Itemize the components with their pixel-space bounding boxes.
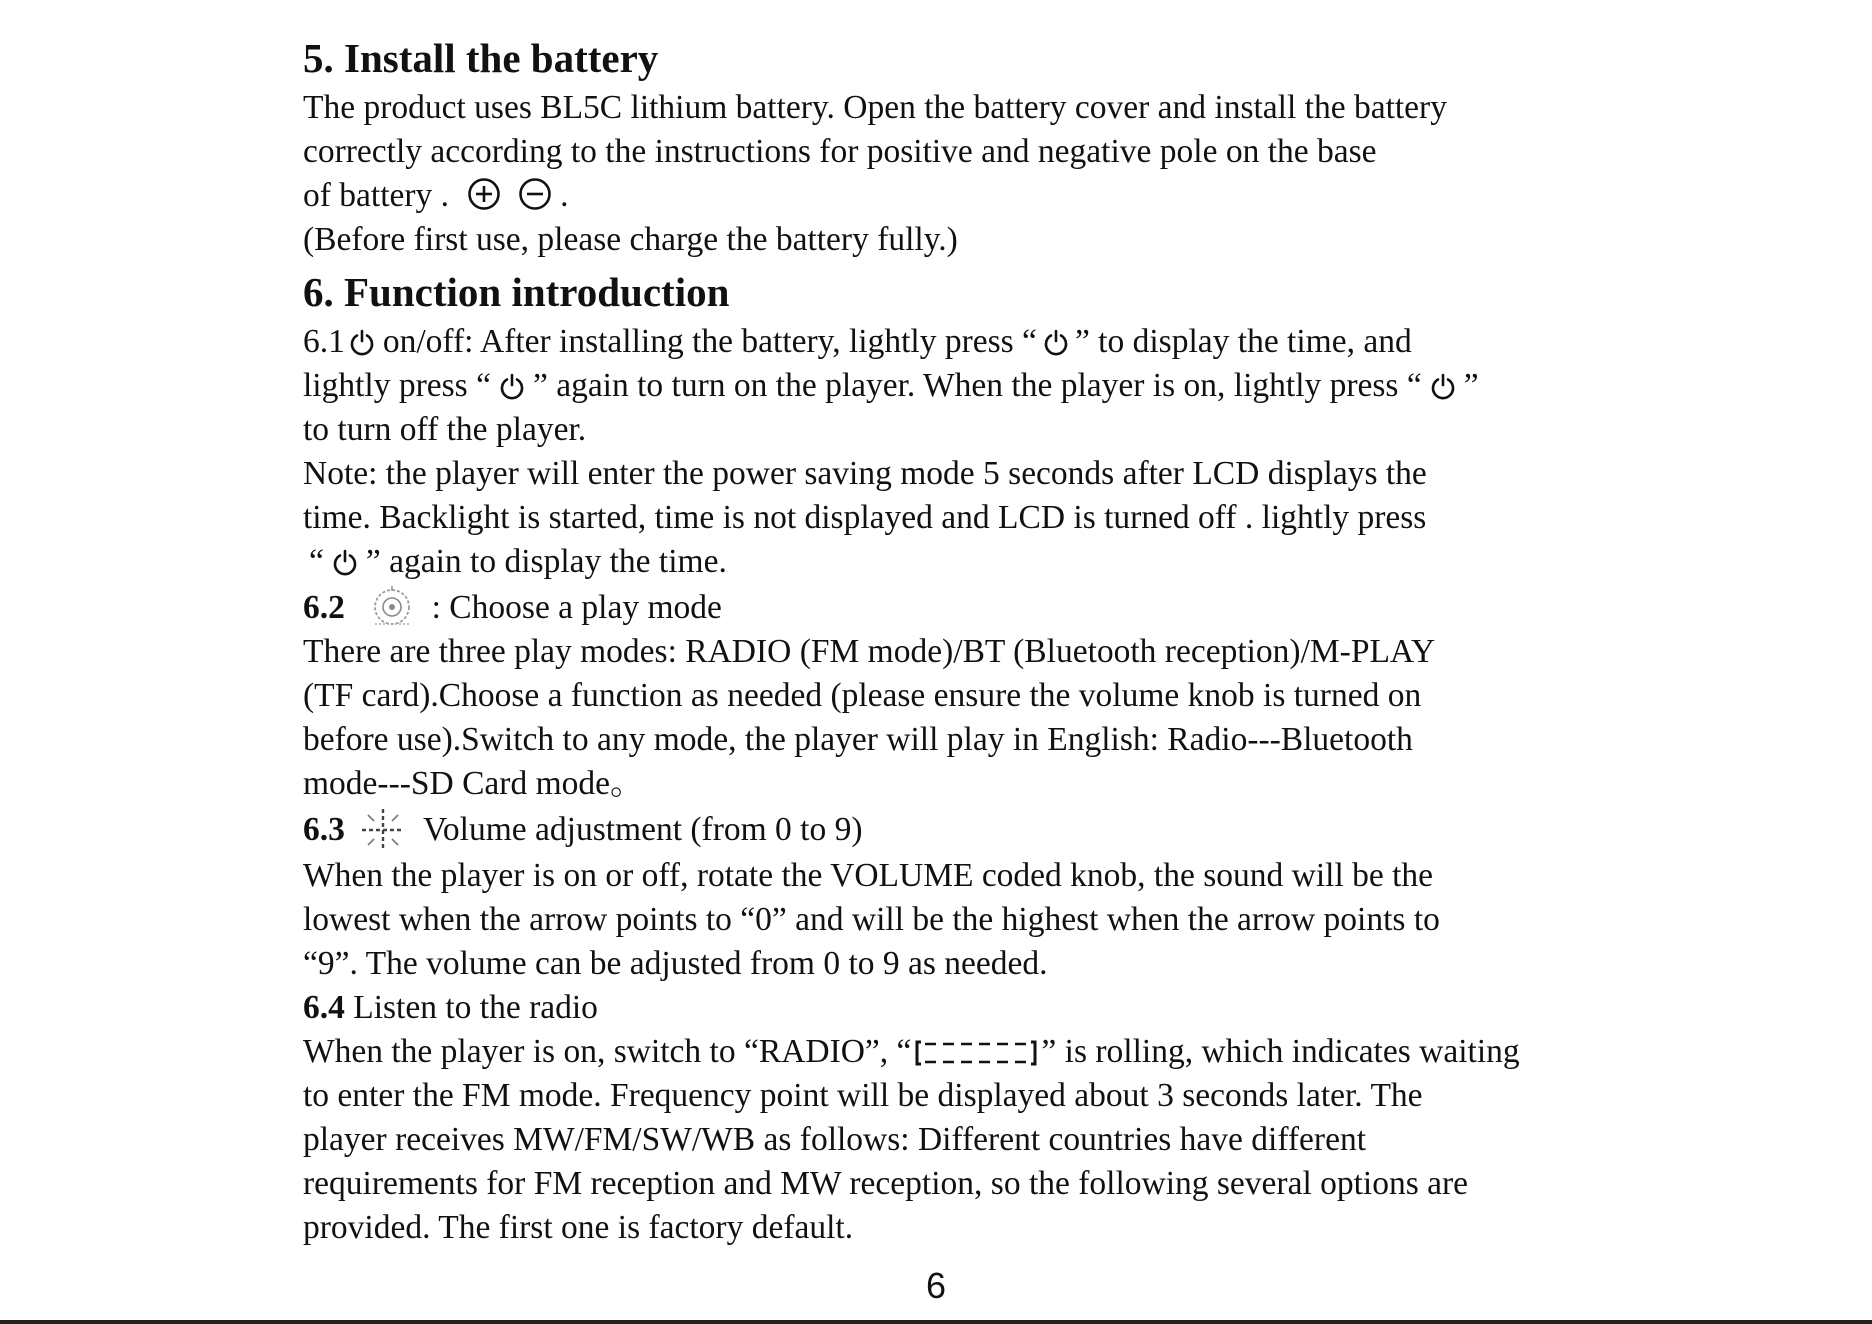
s6-4-line-4: requirements for FM reception and MW reception, so the following several options are [303, 1165, 1469, 1202]
s6-4-line-1 [303, 1030, 1623, 1074]
power-icon [1041, 327, 1071, 357]
s6-1-line-1-a: on/off: After installing the battery, lightly press “ [382, 323, 1037, 360]
s5-line-4: (Before first use, please charge the battery fully.) [303, 221, 958, 258]
s6-4-number: 6.4 [303, 989, 345, 1026]
page-content [303, 30, 1623, 1250]
s6-1-line-1-b: ” to display the time, and [1074, 323, 1412, 360]
s6-2-line-2: (TF card).Choose a function as needed (please ensure the volume knob is turned on [303, 677, 1422, 714]
s6-1-line-1 [303, 320, 1623, 364]
lcd-dashes-icon [913, 1038, 1039, 1068]
power-icon [497, 371, 527, 401]
volume-knob-icon [359, 806, 407, 854]
s6-3-head-text: Volume adjustment (from 0 to 9) [423, 811, 863, 848]
s6-2-line-1: There are three play modes: RADIO (FM mode)/BT (Bluetooth reception)/M-PLAY [303, 633, 1436, 670]
minus-circle-icon [518, 177, 552, 211]
s6-4-head-text: Listen to the radio [353, 989, 598, 1026]
s6-3-line-1: When the player is on or off, rotate the VOLUME coded knob, the sound will be the [303, 857, 1434, 894]
power-icon [1428, 371, 1458, 401]
note-line-3-a: “ [309, 543, 324, 580]
power-icon [330, 547, 360, 577]
s6-4-line-1-a: When the player is on, switch to “RADIO”, “ [303, 1033, 912, 1070]
note-line-3-b: ” again to display the time. [365, 543, 727, 580]
s6-2-line-4: mode---SD Card mode。 [303, 765, 644, 802]
s6-4-line-3: player receives MW/FM/SW/WB as follows: Different countries have different [303, 1121, 1367, 1158]
plus-circle-icon [467, 177, 501, 211]
s6-1-line-2 [303, 364, 1623, 408]
s6-3-line-3: “9”. The volume can be adjusted from 0 to 9 as needed. [303, 945, 1048, 982]
section-6-title: 6. Function introduction [303, 269, 730, 315]
s6-1-number: 6.1 [303, 323, 345, 360]
s6-2-heading [303, 584, 1623, 630]
s5-line-1: The product uses BL5C lithium battery. Open the battery cover and install the battery [303, 89, 1447, 126]
note-line-2: time. Backlight is started, time is not displayed and LCD is turned off . lightly press [303, 499, 1427, 536]
page-number: 6 [925, 1265, 947, 1306]
s6-3-number: 6.3 [303, 811, 345, 848]
s6-1-line-3: to turn off the player. [303, 411, 587, 448]
s6-4-line-5: provided. The first one is factory default. [303, 1209, 854, 1246]
s6-4-line-1-b: ” is rolling, which indicates waiting [1041, 1033, 1520, 1070]
s6-4-line-2: to enter the FM mode. Frequency point will be displayed about 3 seconds later. The [303, 1077, 1423, 1114]
s6-2-number: 6.2 [303, 589, 345, 626]
mode-knob-icon [369, 584, 415, 630]
s6-4-heading [303, 986, 1623, 1030]
s5-line-3 [303, 174, 1623, 218]
power-icon [347, 327, 377, 357]
s5-line-3-period: . [560, 177, 569, 214]
s6-3-heading [303, 806, 1623, 854]
s6-1-line-2-b: ” again to turn on the player. When the player is on, lightly press “ [532, 367, 1422, 404]
s5-line-3-text: of battery . [303, 177, 450, 214]
note-line-1: Note: the player will enter the power saving mode 5 seconds after LCD displays the [303, 455, 1427, 492]
s6-1-line-2-c: ” [1463, 367, 1479, 404]
section-5-title: 5. Install the battery [303, 35, 659, 81]
s5-line-2: correctly according to the instructions for positive and negative pole on the base [303, 133, 1377, 170]
note-line-3 [303, 540, 1623, 584]
s6-3-line-2: lowest when the arrow points to “0” and will be the highest when the arrow points to [303, 901, 1440, 938]
s6-1-line-2-a: lightly press “ [303, 367, 491, 404]
s6-2-head-text: : Choose a play mode [431, 589, 722, 626]
bottom-rule [0, 1320, 1872, 1324]
s6-2-line-3: before use).Switch to any mode, the player will play in English: Radio---Bluetooth [303, 721, 1413, 758]
